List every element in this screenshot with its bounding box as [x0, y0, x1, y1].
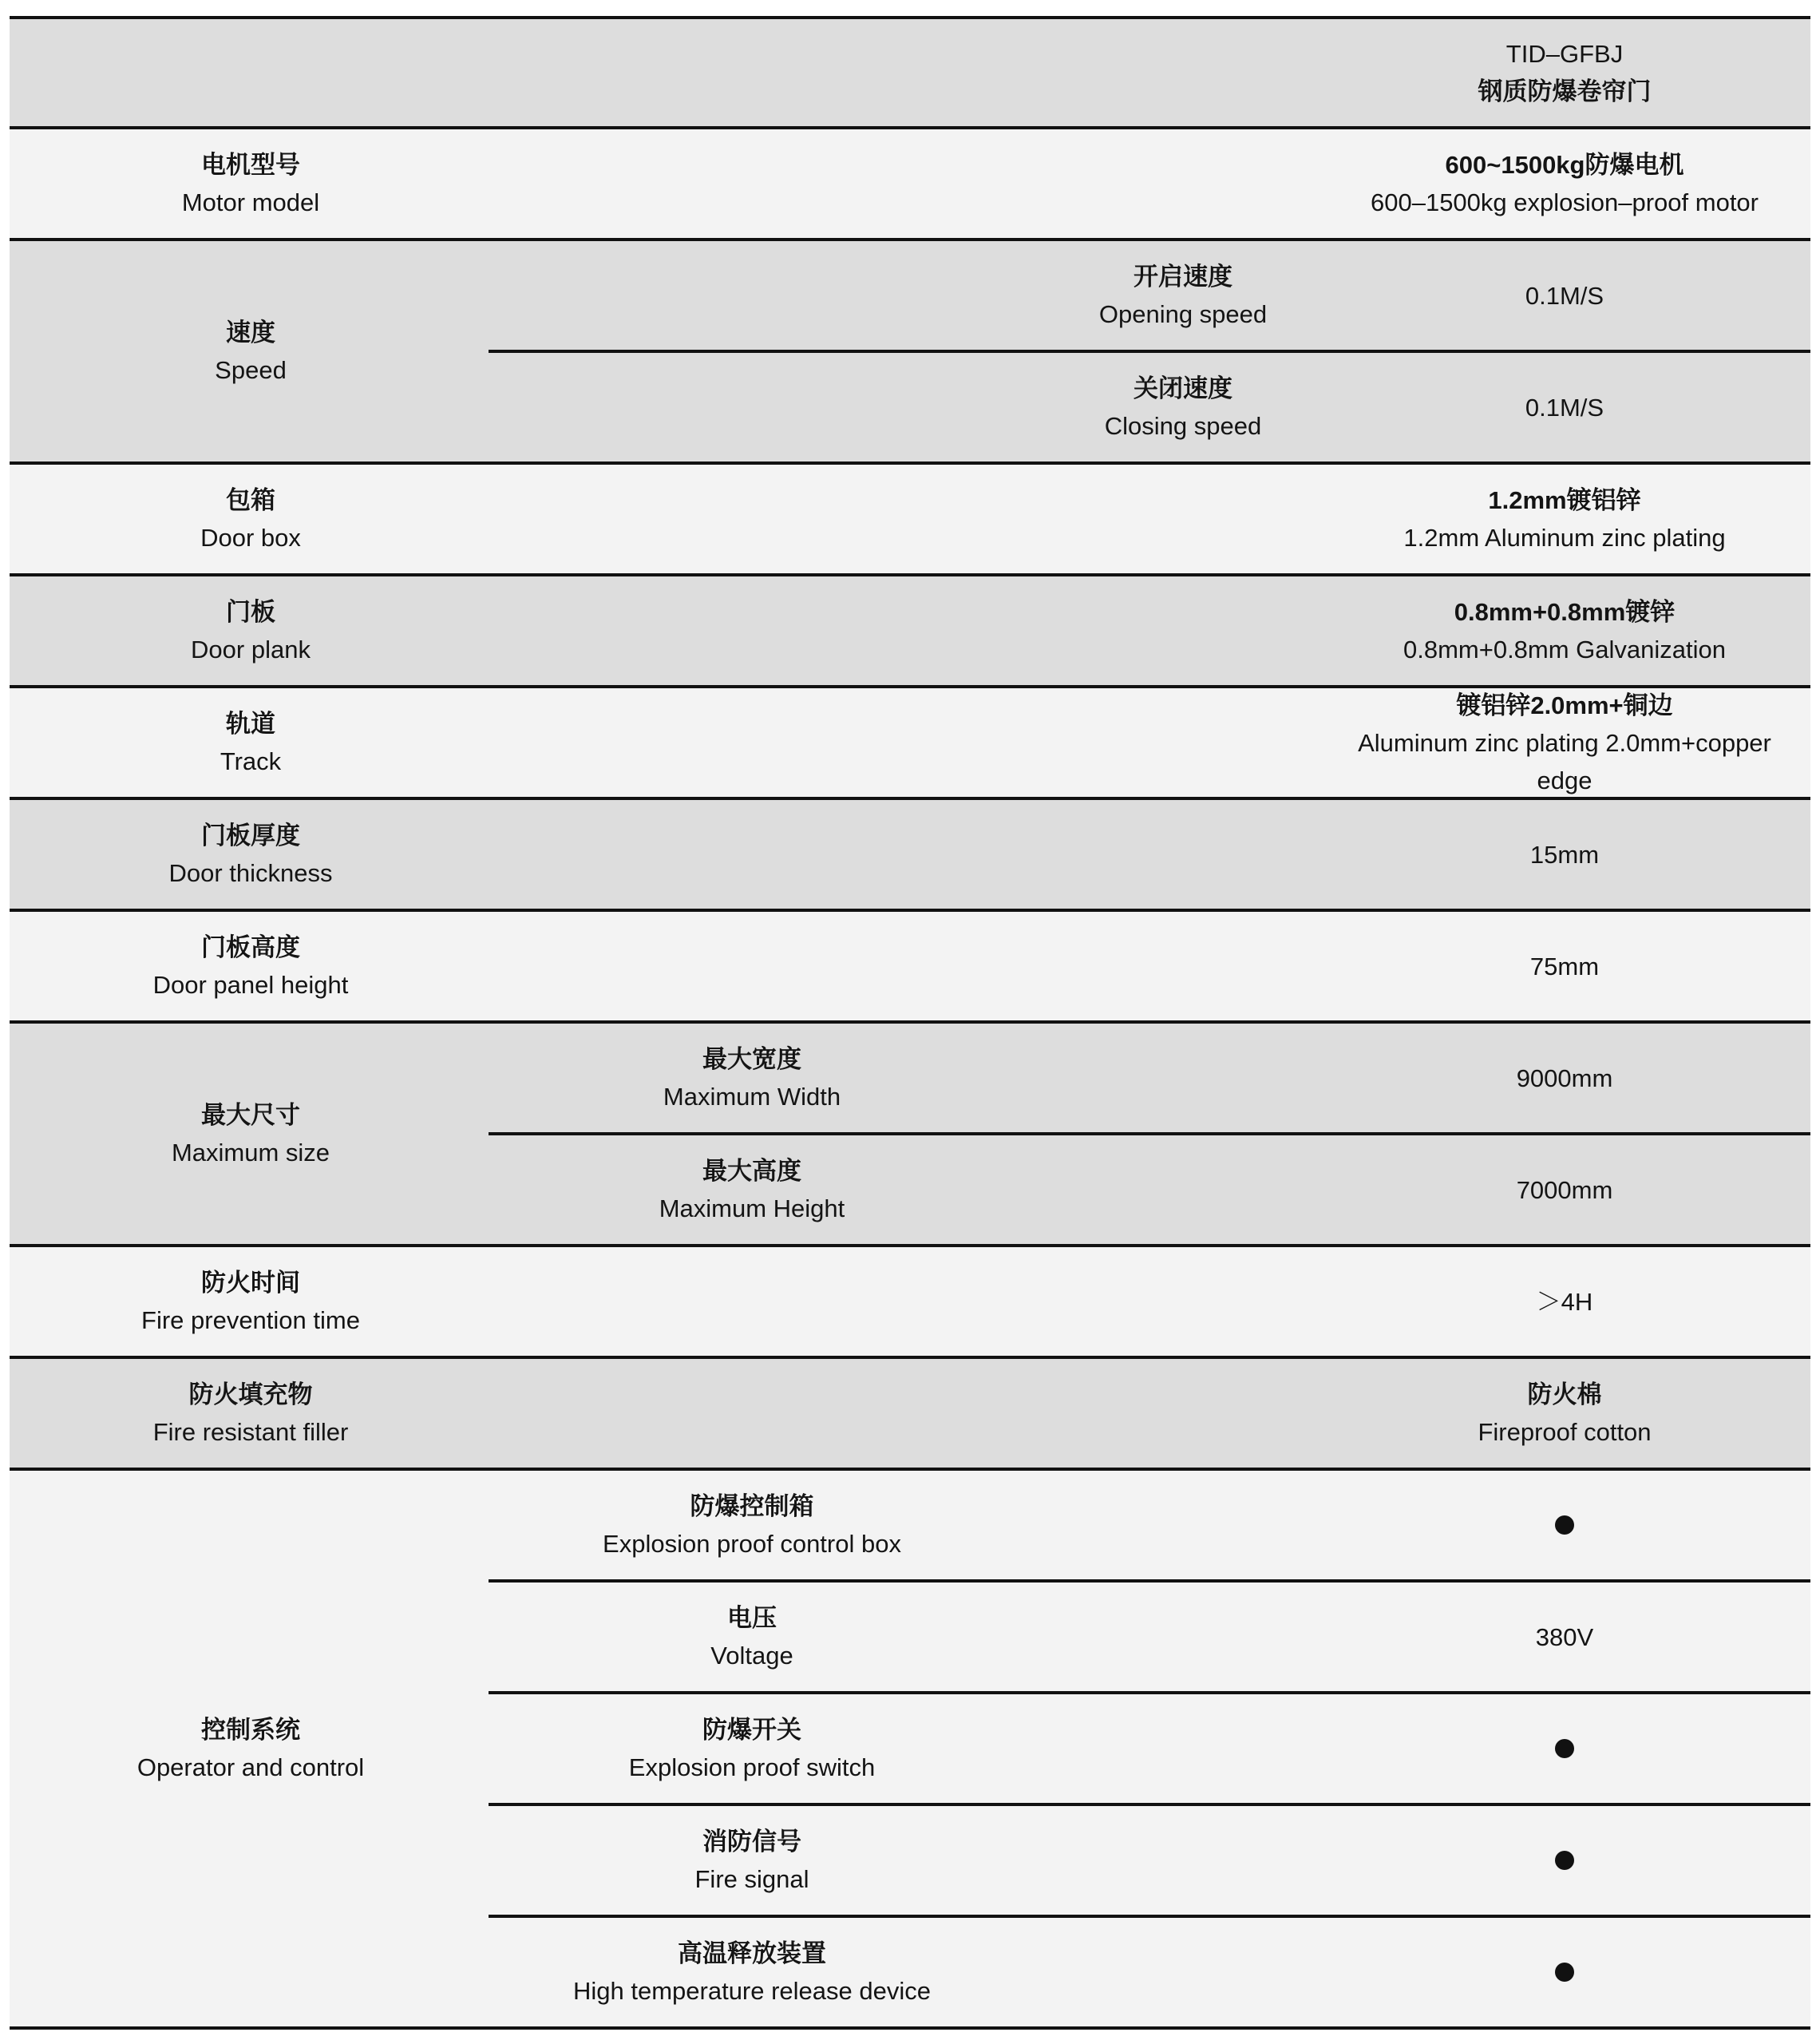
motor-label-zh: 电机型号 [201, 151, 300, 179]
max-height-value [1319, 1135, 1810, 1244]
control-item-zh: 电压 [727, 1604, 777, 1632]
max-size-label-en: Maximum size [171, 1139, 330, 1167]
door-box-value [1319, 465, 1810, 573]
control-item-en: Explosion proof switch [628, 1753, 876, 1781]
max-size-label-zh: 最大尺寸 [201, 1101, 300, 1129]
motor-label [10, 129, 492, 238]
closing-speed-value [1319, 353, 1810, 461]
motor-label-en: Motor model [181, 188, 320, 216]
row-rule [10, 1356, 1810, 1359]
voltage-value-text: 380V [1535, 1622, 1594, 1651]
door-plank-value-en: 0.8mm+0.8mm Galvanization [1403, 636, 1727, 664]
row-rule [10, 797, 1810, 800]
max-width-en: Maximum Width [663, 1083, 841, 1111]
door-box-row [10, 465, 1810, 573]
door-thickness-value [1319, 800, 1810, 909]
fire-time-row [10, 1247, 1810, 1356]
panel-height-label [10, 912, 492, 1020]
row-rule [10, 126, 1810, 129]
control-item-zh: 防爆开关 [702, 1716, 801, 1744]
row-rule [10, 1020, 1810, 1024]
max-width-zh: 最大宽度 [702, 1045, 801, 1073]
door-plank-label-en: Door plank [191, 636, 311, 664]
control-label-en: Operator and control [136, 1753, 365, 1781]
door-plank-value-zh: 0.8mm+0.8mm镀锌 [1454, 598, 1676, 626]
control-item-zh: 防爆控制箱 [690, 1492, 814, 1520]
track-label [10, 688, 492, 797]
control-item-label [504, 1471, 999, 1579]
header-row [10, 19, 1810, 126]
max-height-label [504, 1135, 999, 1244]
door-thickness-label [10, 800, 492, 909]
row-rule [10, 1468, 1810, 1471]
filler-label [10, 1359, 492, 1468]
door-plank-label-zh: 门板 [226, 598, 275, 626]
motor-row [10, 129, 1810, 238]
control-item-en: Voltage [710, 1642, 793, 1670]
fire-time-value-text: ＞4H [1536, 1287, 1593, 1316]
filler-label-zh: 防火填充物 [188, 1380, 313, 1408]
track-row [10, 688, 1810, 797]
control-item-zh: 高温释放装置 [678, 1939, 826, 1967]
max-height-zh: 最大高度 [702, 1157, 801, 1185]
table-bottom-rule [10, 2026, 1810, 2030]
door-box-label-zh: 包箱 [226, 486, 275, 514]
door-plank-value [1319, 576, 1810, 685]
opening-speed-value-text: 0.1M/S [1525, 281, 1604, 310]
control-item-en: High temperature release device [572, 1977, 932, 2005]
control-item-label [504, 1806, 999, 1915]
speed-label-en: Speed [215, 356, 287, 384]
panel-height-label-zh: 门板高度 [201, 933, 300, 961]
door-box-value-en: 1.2mm Aluminum zinc plating [1403, 524, 1726, 552]
row-rule [10, 461, 1810, 465]
row-rule [10, 1244, 1810, 1247]
control-item-label [504, 1583, 999, 1691]
row-rule [10, 238, 1810, 241]
max-size-row [10, 1024, 1810, 1244]
closing-speed-zh: 关闭速度 [1134, 374, 1232, 402]
control-item-zh: 消防信号 [702, 1828, 801, 1856]
door-thickness-label-zh: 门板厚度 [201, 822, 300, 850]
track-value-en-line2: edge [1537, 766, 1592, 794]
speed-row [10, 241, 1810, 461]
door-thickness-value-text: 15mm [1529, 840, 1600, 869]
door-box-label-en: Door box [200, 524, 301, 552]
max-width-value [1319, 1024, 1810, 1132]
filler-row [10, 1359, 1810, 1468]
control-item-value [1319, 1583, 1810, 1691]
control-item-label [504, 1918, 999, 2026]
panel-height-label-en: Door panel height [152, 971, 349, 999]
fire-time-value [1319, 1247, 1810, 1356]
control-label-zh: 控制系统 [201, 1716, 300, 1744]
fire-time-label-zh: 防火时间 [201, 1269, 300, 1297]
filler-label-en: Fire resistant filler [152, 1418, 349, 1446]
track-value [1319, 688, 1810, 797]
track-label-zh: 轨道 [226, 710, 275, 738]
control-row [10, 1471, 1810, 2026]
door-thickness-label-en: Door thickness [168, 859, 333, 887]
motor-value-zh: 600~1500kg防爆电机 [1445, 151, 1684, 179]
door-thickness-row [10, 800, 1810, 909]
header-product [1319, 19, 1810, 126]
row-rule [10, 685, 1810, 688]
control-item-value [1319, 1694, 1810, 1803]
opening-speed-en: Opening speed [1098, 300, 1268, 328]
max-size-label [10, 1024, 492, 1244]
included-dot-icon [1555, 1851, 1574, 1870]
opening-speed-value [1319, 241, 1810, 350]
filler-value [1319, 1359, 1810, 1468]
max-height-en: Maximum Height [659, 1194, 845, 1222]
panel-height-value-text: 75mm [1529, 952, 1600, 980]
track-value-zh: 镀铝锌2.0mm+铜边 [1456, 691, 1673, 719]
door-box-value-zh: 1.2mm镀铝锌 [1488, 486, 1641, 514]
included-dot-icon [1555, 1515, 1574, 1535]
panel-height-value [1319, 912, 1810, 1020]
fire-time-label [10, 1247, 492, 1356]
door-box-label [10, 465, 492, 573]
opening-speed-zh: 开启速度 [1134, 263, 1232, 291]
speed-label-zh: 速度 [226, 319, 275, 347]
control-item-en: Explosion proof control box [603, 1530, 901, 1558]
max-width-value-text: 9000mm [1516, 1064, 1613, 1092]
control-item-label [504, 1694, 999, 1803]
control-item-value [1319, 1806, 1810, 1915]
product-name: 钢质防爆卷帘门 [1478, 77, 1652, 105]
model-code: TID–GFBJ [1505, 40, 1624, 68]
fire-time-label-en: Fire prevention time [141, 1306, 360, 1334]
row-rule [10, 909, 1810, 912]
max-height-value-text: 7000mm [1516, 1175, 1613, 1204]
row-rule [10, 573, 1810, 576]
control-label [10, 1471, 492, 2026]
control-item-value [1319, 1918, 1810, 2026]
track-value-en-line1: Aluminum zinc plating 2.0mm+copper [1358, 728, 1771, 757]
table-top-rule [10, 16, 1810, 19]
door-plank-label [10, 576, 492, 685]
track-label-en: Track [220, 747, 282, 775]
included-dot-icon [1555, 1963, 1574, 1982]
closing-speed-value-text: 0.1M/S [1525, 393, 1604, 422]
speed-label [10, 241, 492, 461]
door-plank-row [10, 576, 1810, 685]
motor-value-en: 600–1500kg explosion–proof motor [1370, 188, 1759, 216]
motor-value [1319, 129, 1810, 238]
closing-speed-en: Closing speed [1104, 412, 1262, 440]
filler-value-zh: 防火棉 [1527, 1380, 1602, 1408]
max-width-label [504, 1024, 999, 1132]
control-item-value [1319, 1471, 1810, 1579]
filler-value-en: Fireproof cotton [1478, 1418, 1652, 1446]
control-item-en: Fire signal [694, 1865, 809, 1893]
panel-height-row [10, 912, 1810, 1020]
included-dot-icon [1555, 1739, 1574, 1758]
